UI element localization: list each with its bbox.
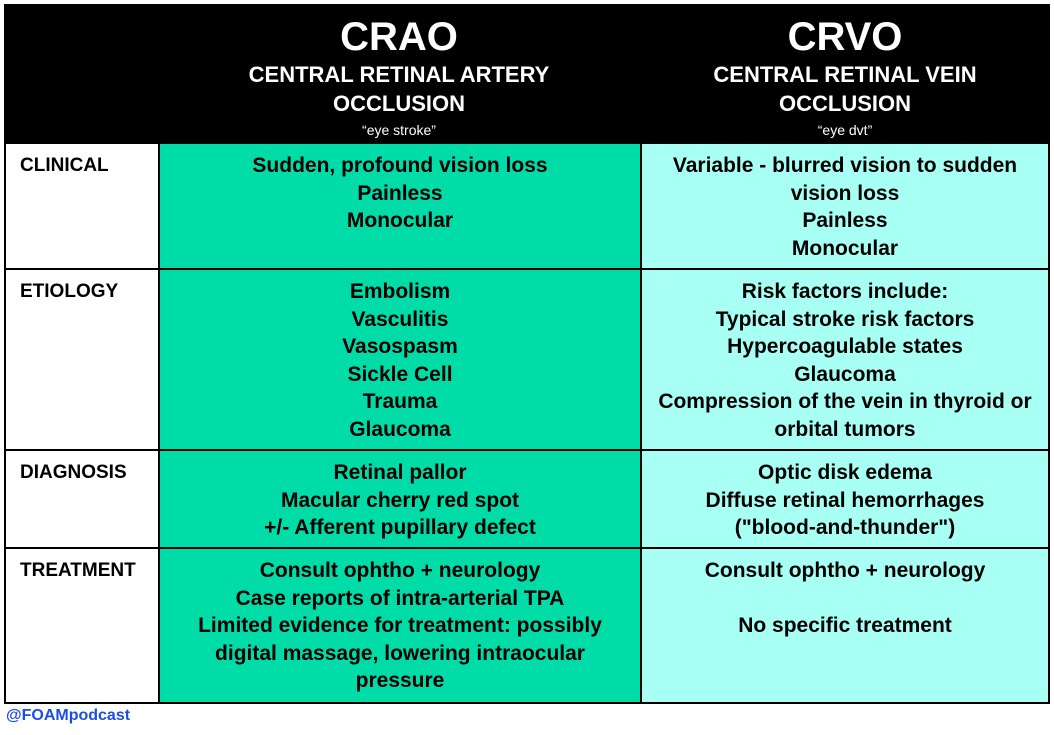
crvo-etiology-cell — [640, 270, 1050, 451]
cell-line: Limited evidence for treatment: possibly digital massage, lowering intraocular pressure — [198, 614, 602, 692]
cell-line: Optic disk edema — [758, 461, 932, 484]
row-label-text: DIAGNOSIS — [20, 462, 127, 483]
crao-diagnosis-cell — [158, 451, 640, 549]
crvo-full-name-line-2: OCCLUSION — [779, 91, 911, 116]
cell-line: Sickle Cell — [347, 362, 453, 386]
crvo-full-name-line-1: CENTRAL RETINAL VEIN — [713, 62, 977, 87]
cell-line: Painless — [357, 181, 443, 205]
cell-line: +/- Afferent pupillary defect — [264, 516, 536, 539]
crvo-treatment-cell — [640, 549, 1050, 704]
cell-line: Typical stroke risk factors — [715, 307, 975, 331]
cell-line: Retinal pallor — [333, 461, 467, 484]
row-label-etiology — [4, 270, 158, 451]
row-label-text: TREATMENT — [20, 560, 136, 581]
cell-line: Glaucoma — [794, 362, 896, 386]
cell-line: Case reports of intra-arterial TPA — [235, 586, 565, 610]
row-label-diagnosis — [4, 451, 158, 549]
cell-line: Monocular — [346, 209, 454, 232]
podcast-handle: @FOAMpodcast — [6, 707, 131, 724]
cell-line: Vasospasm — [342, 335, 458, 358]
cell-line: Macular cherry red spot — [280, 488, 520, 512]
crao-header — [158, 4, 640, 144]
table-header — [4, 4, 1050, 144]
cell-line: Risk factors include: — [741, 280, 949, 303]
crvo-clinical-cell — [640, 144, 1050, 270]
cell-line: Painless — [802, 209, 888, 232]
comparison-table — [4, 144, 1050, 704]
crao-full-name-line-1: CENTRAL RETINAL ARTERY — [248, 62, 550, 87]
row-label-treatment — [4, 549, 158, 704]
cell-line: Vasculitis — [351, 307, 449, 331]
cell-line: Consult ophtho + neurology — [704, 559, 986, 582]
cell-line: Glaucoma — [349, 417, 451, 441]
cell-line: ("blood-and-thunder") — [734, 516, 956, 539]
row-label-text: CLINICAL — [20, 155, 109, 176]
cell-line: Hypercoagulable states — [727, 335, 963, 358]
cell-line: Variable - blurred vision to sudden vision loss — [672, 154, 1018, 205]
cell-line: Sudden, profound vision loss — [252, 154, 548, 177]
crvo-diagnosis-cell — [640, 451, 1050, 549]
crao-full-name-line-2: OCCLUSION — [333, 91, 465, 116]
cell-line: Diffuse retinal hemorrhages — [705, 488, 985, 512]
crao-abbreviation: CRAO — [340, 15, 458, 59]
cell-line: No specific treatment — [738, 614, 952, 637]
crao-nickname: “eye stroke” — [362, 122, 436, 138]
crao-treatment-cell — [158, 549, 640, 704]
cell-line: Consult ophtho + neurology — [259, 559, 541, 582]
spacer — [652, 585, 1038, 613]
crvo-header — [640, 4, 1050, 144]
cell-line: Compression of the vein in thyroid or orbital tumors — [658, 390, 1032, 441]
crvo-nickname: “eye dvt” — [817, 122, 873, 138]
crao-clinical-cell — [158, 144, 640, 270]
cell-line: Monocular — [791, 236, 899, 260]
crao-etiology-cell — [158, 270, 640, 451]
cell-line: Embolism — [349, 280, 451, 303]
crvo-abbreviation: CRVO — [787, 15, 903, 59]
cell-line: Trauma — [362, 390, 438, 413]
row-label-text: ETIOLOGY — [20, 281, 119, 302]
row-label-clinical — [4, 144, 158, 270]
